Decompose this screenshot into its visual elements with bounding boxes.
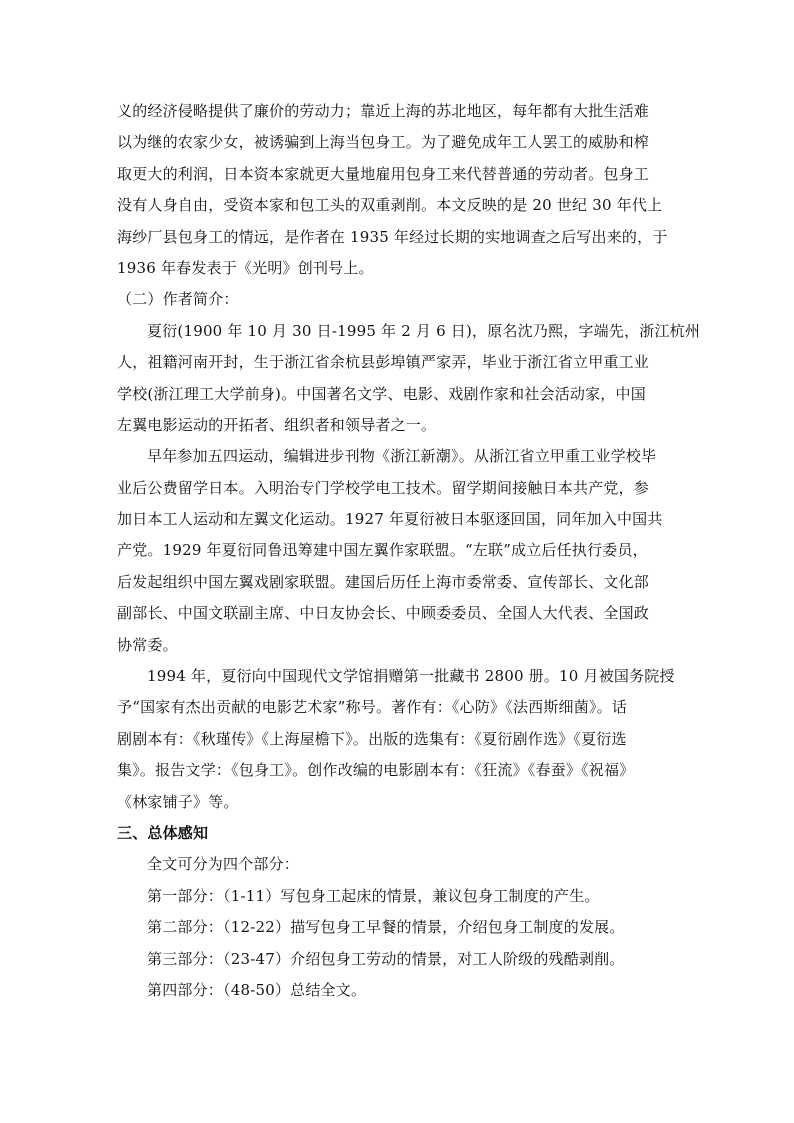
- author-paragraph-3: [117, 661, 687, 818]
- text-line: 予“国家有杰出贡献的电影艺术家”称号。著作有：《心防》《法西斯细菌》。话: [117, 698, 628, 717]
- text-line: 没有人身自由，受资本家和包工头的双重剥削。本文反映的是 20 世纪 30 年代上: [117, 196, 663, 215]
- text-line: 取更大的利润，日本资本家就更大量地雇用包身工来代替普通的劳动者。包身工: [117, 164, 650, 183]
- text-line: 剧剧本有：《秋瑾传》《上海屋檐下》。出版的选集有：《夏衍剧作选》《夏衍选: [117, 729, 627, 748]
- author-paragraph-1: [117, 316, 701, 442]
- text-line: 夏衍(1900 年 10 月 30 日-1995 年 2 月 6 日)，原名沈乃熙，字端先，浙江杭州: [147, 321, 701, 340]
- overview-heading: 三、总体感知: [117, 823, 209, 842]
- text-line: 以为继的农家少女，被诱骗到上海当包身工。为了避免成年工人罢工的威胁和榨: [117, 133, 650, 152]
- document-page: [117, 96, 701, 1006]
- text-line: 集》。报告文学：《包身工》。创作改编的电影剧本有：《狂流》《春蚕》《祝福》: [117, 761, 635, 780]
- text-line: 左翼电影运动的开拓者、组织者和领导者之一。: [117, 415, 437, 434]
- text-line: 早年参加五四运动，编辑进步刊物《浙江新潮》。从浙江省立甲重工业学校毕: [147, 447, 657, 466]
- list-item: 第四部分：（48-50）总结全文。: [147, 980, 367, 999]
- text-line: 副部长、中国文联副主席、中日友协会长、中顾委委员、全国人大代表、全国政: [117, 604, 650, 623]
- author-heading: （二）作者简介：: [117, 290, 239, 309]
- author-paragraph-2: [117, 441, 687, 661]
- text-line: 1994 年，夏衍向中国现代文学馆捐赠第一批藏书 2800 册。10 月被国务院授: [147, 667, 675, 686]
- list-item: 第三部分：（23-47）介绍包身工劳动的情景，对工人阶级的残酷剥削。: [147, 949, 625, 968]
- text-line: 人，祖籍河南开封，生于浙江省余杭县彭埠镇严家弄，毕业于浙江省立甲重工业: [117, 353, 650, 372]
- text-line: 业后公费留学日本。入明治专门学校学电工技术。留学期间接触日本共产党，参: [117, 478, 650, 497]
- text-line: 产党。1929 年夏衍同鲁迅筹建中国左翼作家联盟。“左联”成立后任执行委员，: [117, 541, 648, 560]
- list-item: 第二部分：（12-22）描写包身工早餐的情景，介绍包身工制度的发展。: [147, 918, 625, 937]
- intro-paragraph: [117, 96, 687, 284]
- text-line: 义的经济侵略提供了廉价的劳动力；靠近上海的苏北地区，每年都有大批生活难: [117, 102, 650, 120]
- text-line: 后发起组织中国左翼戏剧家联盟。建国后历任上海市委常委、宣传部长、文化部: [117, 572, 650, 591]
- text-line: 《林家铺子》等。: [117, 792, 239, 811]
- overview-list: [117, 849, 687, 1006]
- text-line: 学校(浙江理工大学前身)。中国著名文学、电影、戏剧作家和社会活动家，中国: [117, 384, 646, 403]
- overview-intro: 全文可分为四个部分：: [147, 855, 300, 874]
- text-line: 1936 年春发表于《光明》创刊号上。: [117, 258, 374, 277]
- text-line: 协常委。: [117, 635, 178, 654]
- list-item: 第一部分：（1-11）写包身工起床的情景，兼议包身工制度的产生。: [147, 886, 600, 905]
- text-line: 加日本工人运动和左翼文化运动。1927 年夏衍被日本驱逐回国，同年加入中国共: [117, 510, 663, 529]
- text-line: 海纱厂县包身工的情远，是作者在 1935 年经过长期的实地调查之后写出来的，于: [117, 227, 668, 246]
